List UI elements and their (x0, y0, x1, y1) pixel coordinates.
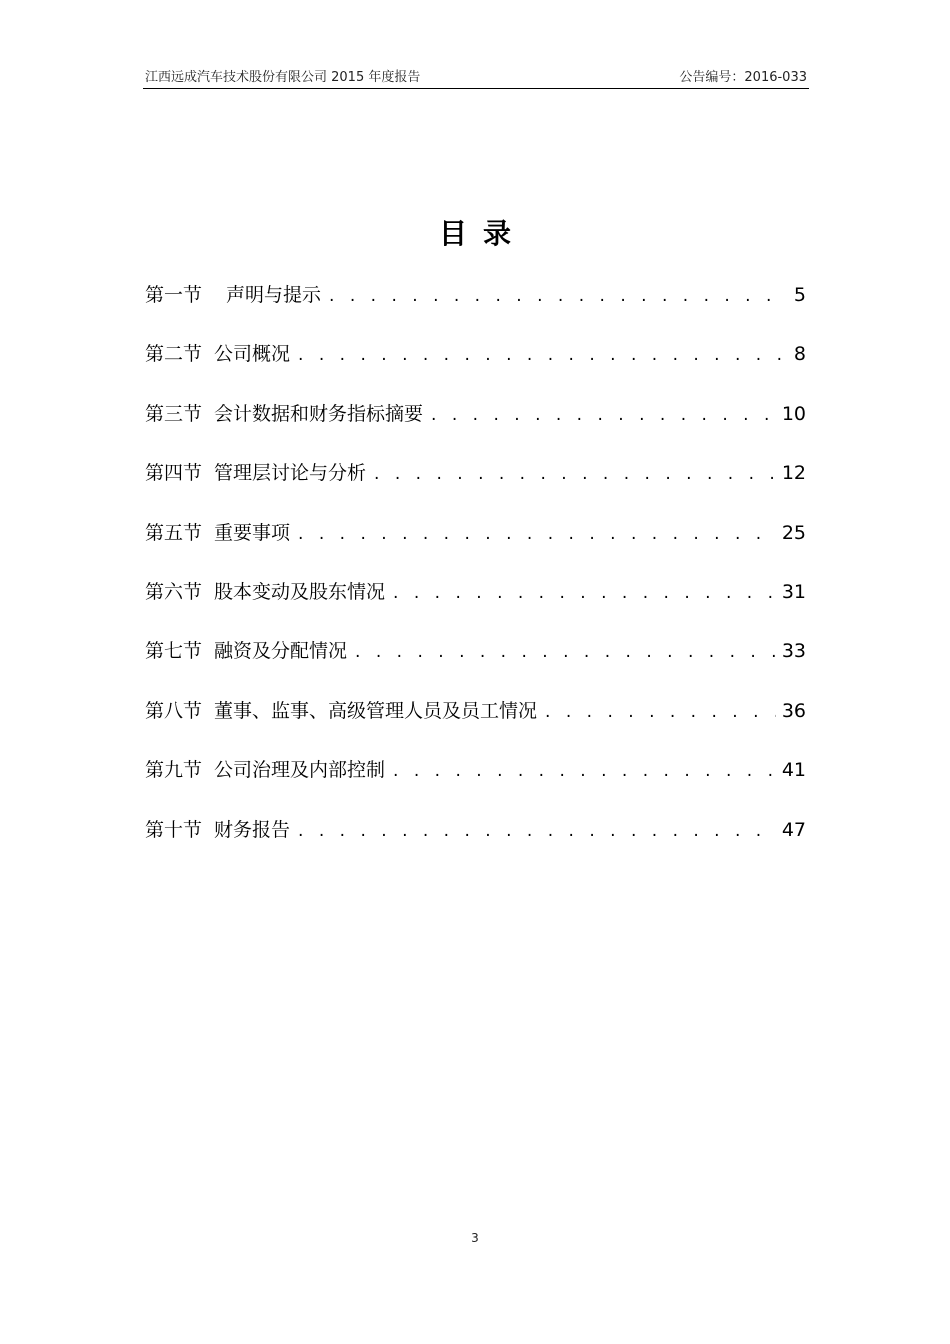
toc-list (145, 280, 806, 874)
toc-leader-dots (298, 524, 776, 544)
header-divider (143, 88, 809, 89)
toc-leader-dots (393, 583, 776, 603)
toc-section-number: 第四节 (145, 462, 203, 485)
toc-section-heading: 财务报告 (214, 818, 291, 841)
toc-leader-dots (355, 642, 776, 662)
toc-entry[interactable] (145, 636, 806, 695)
toc-leader-dots (374, 464, 776, 484)
report-title: 江西远成汽车技术股份有限公司 2015 年度报告 (145, 70, 421, 85)
toc-section-number: 第七节 (145, 640, 203, 663)
toc-entry[interactable] (145, 339, 806, 398)
toc-entry[interactable] (145, 280, 806, 339)
toc-section-heading: 融资及分配情况 (214, 640, 348, 663)
toc-entry[interactable] (145, 577, 806, 636)
toc-entry[interactable] (145, 755, 806, 814)
toc-leader-dots (298, 821, 776, 841)
toc-page-number: 47 (781, 818, 806, 841)
toc-section-number: 第五节 (145, 521, 203, 544)
toc-entry[interactable] (145, 518, 806, 577)
announcement-number: 公告编号：2016-033 (679, 70, 807, 85)
toc-page-number: 12 (781, 462, 806, 485)
toc-entry[interactable] (145, 458, 806, 517)
toc-entry[interactable] (145, 815, 806, 874)
toc-section-number: 第三节 (145, 402, 203, 425)
toc-leader-dots (298, 345, 788, 365)
toc-section-heading: 公司概况 (214, 343, 291, 366)
toc-entry[interactable] (145, 696, 806, 755)
toc-section-heading: 股本变动及股东情况 (214, 580, 386, 603)
toc-section-number: 第二节 (145, 343, 203, 366)
toc-leader-dots (545, 702, 776, 722)
toc-leader-dots (329, 286, 788, 306)
toc-leader-dots (431, 405, 776, 425)
toc-section-number: 第一节 (145, 284, 203, 306)
toc-section-heading: 管理层讨论与分析 (214, 462, 367, 485)
toc-section-heading: 声明与提示 (226, 284, 322, 306)
toc-page-number: 10 (781, 402, 806, 425)
toc-section-number: 第九节 (145, 759, 203, 782)
toc-section-number: 第六节 (145, 580, 203, 603)
toc-page-number: 5 (793, 284, 806, 306)
toc-section-heading: 会计数据和财务指标摘要 (214, 402, 424, 425)
toc-page-number: 36 (781, 699, 806, 722)
toc-section-heading: 重要事项 (214, 521, 291, 544)
toc-entry[interactable] (145, 399, 806, 458)
toc-title: 目录 (438, 217, 527, 250)
toc-section-number: 第八节 (145, 699, 203, 722)
toc-page-number: 41 (781, 759, 806, 782)
toc-section-heading: 董事、监事、高级管理人员及员工情况 (214, 699, 538, 722)
toc-section-heading: 公司治理及内部控制 (214, 759, 386, 782)
toc-page-number: 31 (781, 580, 806, 603)
toc-page-number: 33 (781, 640, 806, 663)
toc-page-number: 8 (793, 343, 806, 366)
toc-leader-dots (393, 761, 776, 781)
page-number: 3 (471, 1231, 479, 1245)
toc-section-number: 第十节 (145, 818, 203, 841)
toc-page-number: 25 (781, 521, 806, 544)
